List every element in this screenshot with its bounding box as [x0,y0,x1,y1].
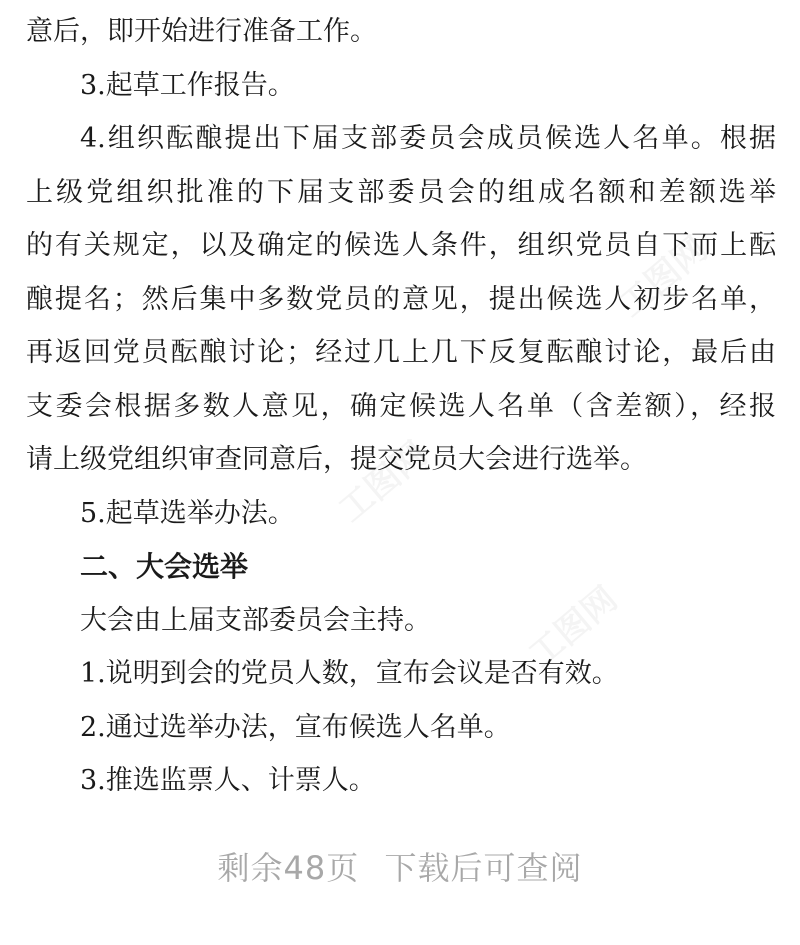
paragraph-line-1: 意后，即开始进行准备工作。 [26,16,377,47]
paragraph-step-2: 2.通过选举办法，宣布候选人名单。 [80,712,511,743]
paragraph-item-5: 5.起草选举办法。 [80,498,295,529]
section-heading: 二、大会选举 [80,550,249,583]
paragraph-item-4-line-5: 再返回党员酝酿讨论；经过几上几下反复酝酿讨论，最后由 [26,337,776,368]
download-prompt[interactable]: 剩余48页 下载后可查阅 [217,849,583,887]
paragraph-item-4-line-1: 4.组织酝酿提出下届支部委员会成员候选人名单。根据 [80,123,776,154]
paragraph-item-4-line-4: 酿提名；然后集中多数党员的意见，提出候选人初步名单， [26,284,776,315]
paragraph-item-3: 3.起草工作报告。 [80,70,295,101]
paragraph-item-4-line-6: 支委会根据多数人意见，确定候选人名单（含差额），经报 [26,391,776,422]
paragraph-item-4-line-7: 请上级党组织审查同意后，提交党员大会进行选举。 [26,444,647,475]
paragraph-step-1: 1.说明到会的党员人数，宣布会议是否有效。 [80,658,619,689]
paragraph-intro: 大会由上届支部委员会主持。 [80,605,431,636]
paragraph-item-4-line-2: 上级党组织批准的下届支部委员会的组成名额和差额选举 [26,177,776,208]
paragraph-item-4-line-3: 的有关规定，以及确定的候选人条件，组织党员自下而上酝 [26,230,776,261]
paragraph-step-3: 3.推选监票人、计票人。 [80,765,376,796]
